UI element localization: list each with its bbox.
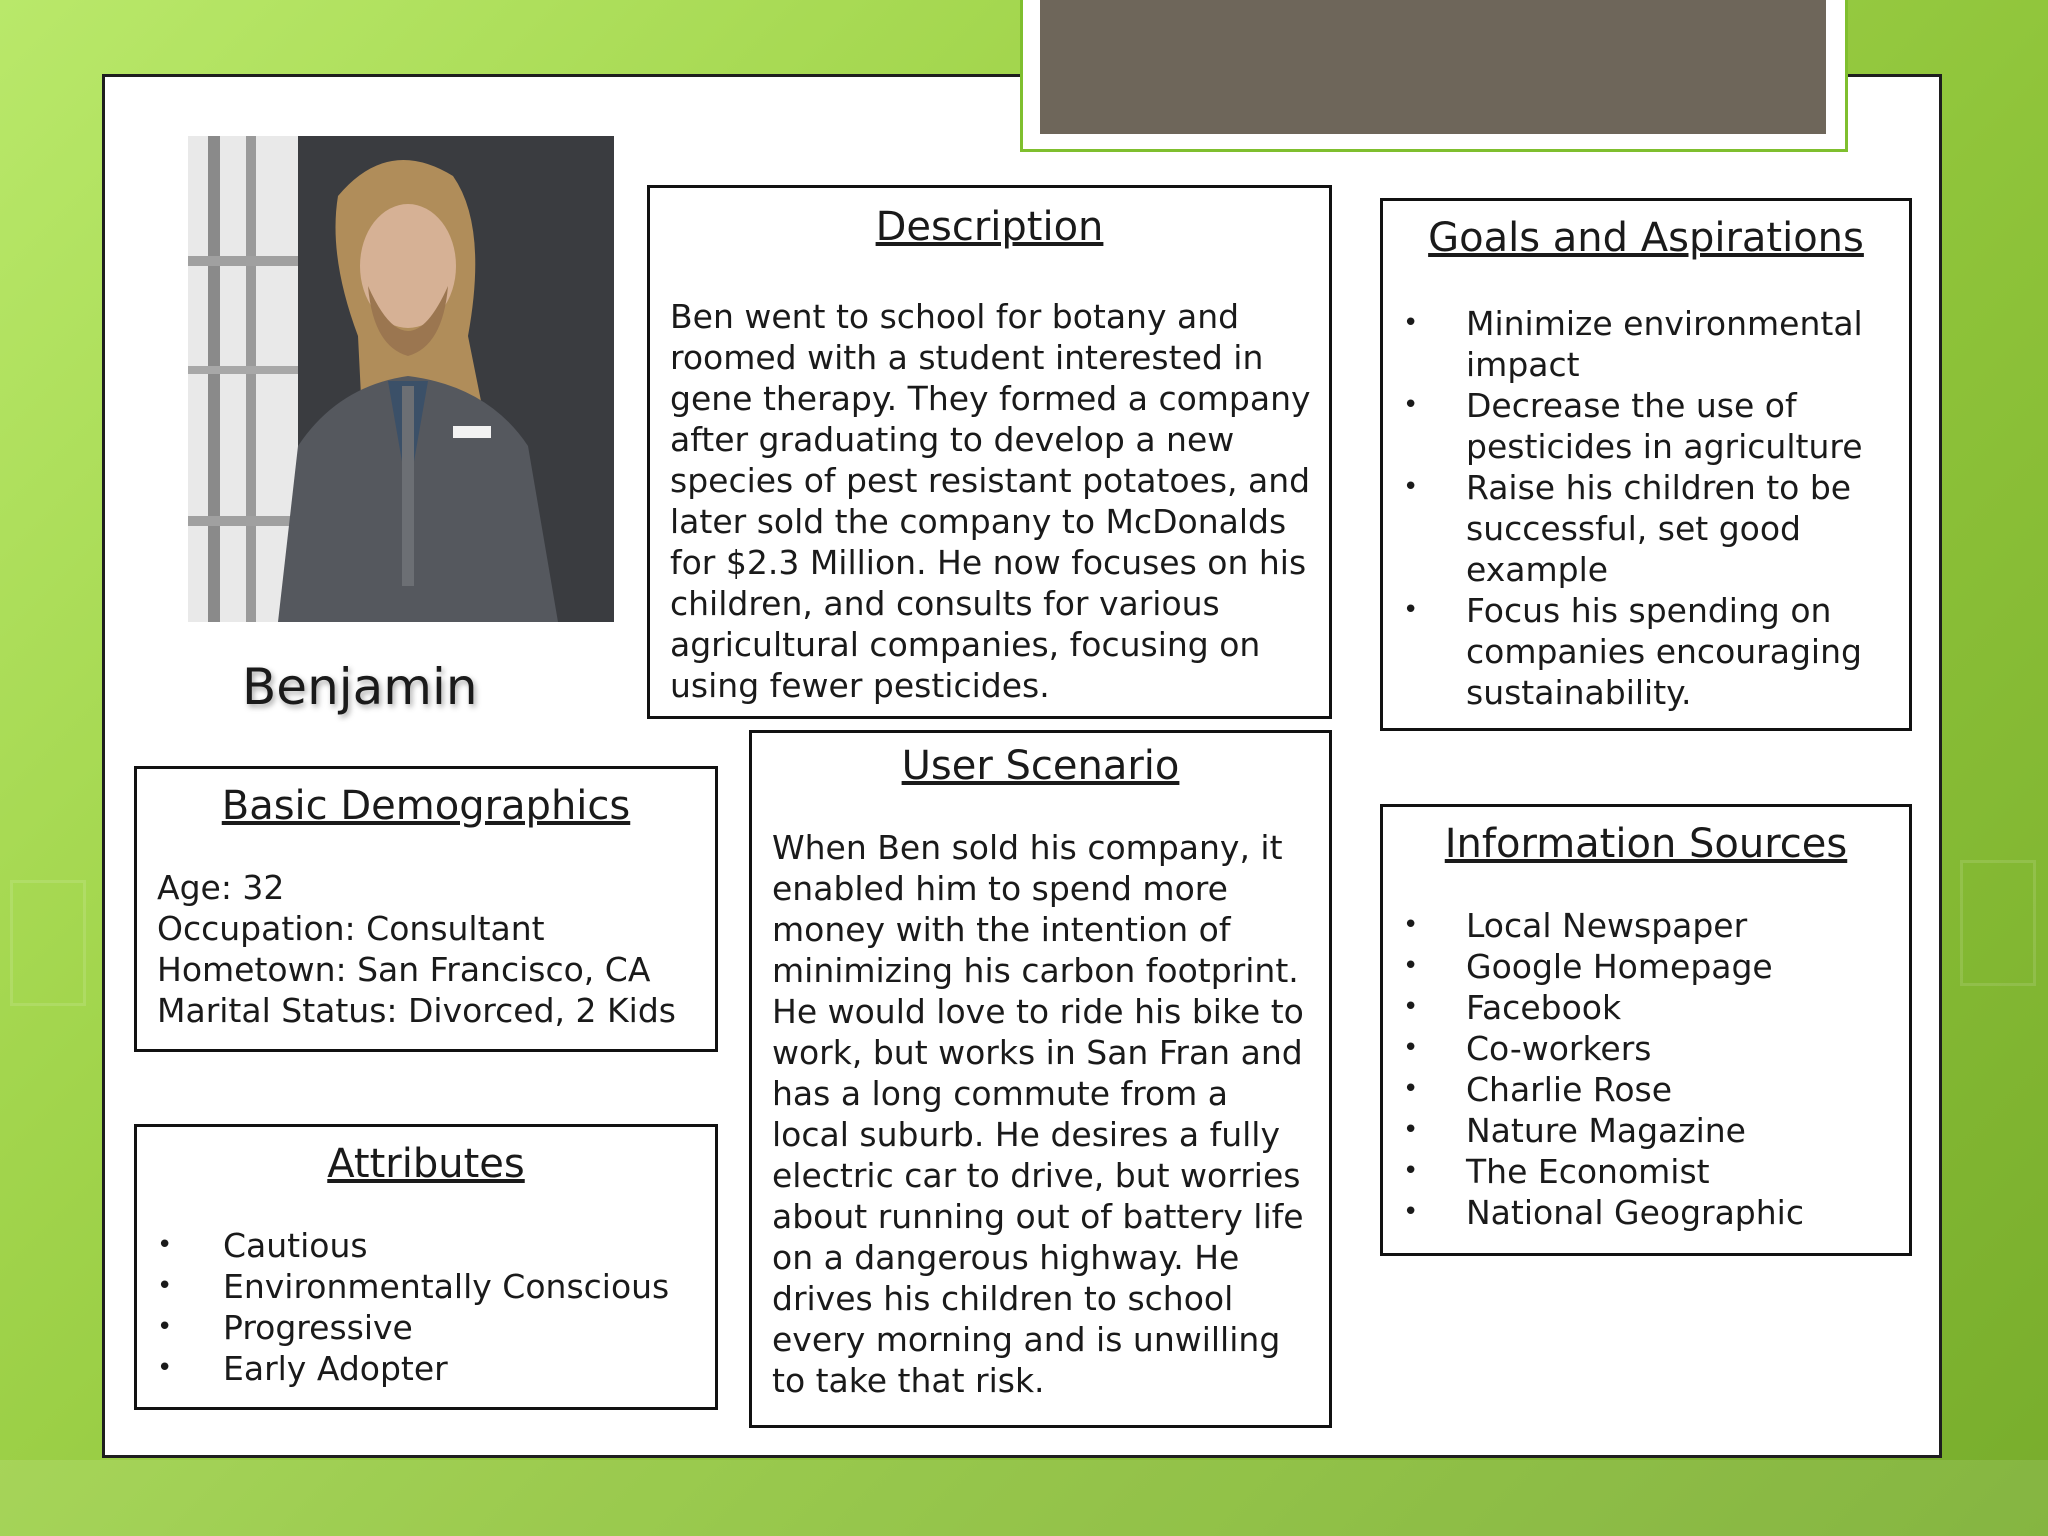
description-box [647, 185, 1332, 719]
bullet: • [1403, 595, 1419, 625]
demographic-line: Age: 32 [157, 868, 285, 907]
bullet: • [1403, 1033, 1419, 1063]
bullet: • [1403, 1115, 1419, 1145]
source-text: Facebook [1466, 988, 1622, 1027]
list-item [1383, 385, 1889, 467]
description-text: Ben went to school for botany and roomed with a student interested in gene therapy. They formed a company after graduating to develop a new species of pest resistant potatoes, and later sold the company to McDonalds for $2.3 Million. He now focuses on his children, and consults for various agricultural companies, focusing on using fewer pesticides. [670, 297, 1311, 705]
goals-title: Goals and Aspirations [1428, 215, 1864, 261]
goal-text: Decrease the use of pesticides in agriculture [1466, 386, 1863, 466]
persona-name: Benjamin [242, 658, 478, 716]
attributes-title: Attributes [327, 1141, 525, 1187]
attributes-box [134, 1124, 718, 1410]
list-item [1383, 1110, 1899, 1151]
source-text: Nature Magazine [1466, 1111, 1746, 1150]
bullet: • [157, 1353, 173, 1383]
source-text: Co-workers [1466, 1029, 1652, 1068]
attribute-text: Early Adopter [223, 1349, 448, 1388]
bullet: • [1403, 910, 1419, 940]
bullet: • [1403, 1197, 1419, 1227]
description-title: Description [875, 204, 1104, 250]
demographics-box [134, 766, 718, 1052]
bullet: • [1403, 308, 1419, 338]
background-stripe [0, 1460, 2048, 1536]
list-item [1383, 1069, 1899, 1110]
sources-box [1380, 804, 1912, 1256]
demographic-line: Marital Status: Divorced, 2 Kids [157, 991, 676, 1030]
bullet: • [157, 1312, 173, 1342]
goal-text: Raise his children to be successful, set good example [1466, 468, 1852, 589]
scenario-box [749, 730, 1332, 1428]
background-hexagon [1960, 860, 2036, 986]
demographic-line: Occupation: Consultant [157, 909, 545, 948]
demographics-title: Basic Demographics [221, 783, 631, 829]
bullet: • [1403, 1156, 1419, 1186]
list-item [1383, 905, 1899, 946]
list-item [1383, 1028, 1899, 1069]
bullet: • [1403, 390, 1419, 420]
attribute-text: Progressive [223, 1308, 413, 1347]
scenario-text: When Ben sold his company, it enabled him to spend more money with the intention of minimizing his carbon footprint. He would love to ride his bike to work, but works in San Fran and has a long commute from a local suburb. He desires a fully electric car to drive, but worries about running out of battery life on a dangerous highway. He drives his children to school every morning and is unwilling to take that risk. [772, 828, 1304, 1400]
list-item [1383, 987, 1899, 1028]
source-text: National Geographic [1466, 1193, 1804, 1232]
bullet: • [1403, 951, 1419, 981]
bullet: • [1403, 992, 1419, 1022]
list-item [1383, 946, 1899, 987]
source-text: Local Newspaper [1466, 906, 1748, 945]
bullet: • [1403, 472, 1419, 502]
source-text: The Economist [1466, 1152, 1710, 1191]
goals-list [1383, 303, 1889, 713]
list-item [137, 1225, 705, 1266]
sources-list [1383, 905, 1899, 1233]
bullet: • [157, 1230, 173, 1260]
attribute-text: Cautious [223, 1226, 368, 1265]
demographic-line: Hometown: San Francisco, CA [157, 950, 651, 989]
scenario-title: User Scenario [901, 743, 1180, 789]
list-item [137, 1307, 705, 1348]
background-hexagon [10, 880, 86, 1006]
title-placeholder [1040, 0, 1826, 134]
source-text: Google Homepage [1466, 947, 1773, 986]
demographics-lines [157, 867, 715, 1031]
attribute-text: Environmentally Conscious [223, 1267, 670, 1306]
list-item [1383, 590, 1889, 713]
person-photo-icon [188, 136, 614, 622]
goal-text: Minimize environmental impact [1466, 304, 1863, 384]
goal-text: Focus his spending on companies encouraging sustainability. [1466, 591, 1862, 712]
bullet: • [157, 1271, 173, 1301]
list-item [137, 1266, 705, 1307]
list-item [1383, 303, 1889, 385]
bullet: • [1403, 1074, 1419, 1104]
list-item [1383, 1192, 1899, 1233]
attributes-list [137, 1225, 705, 1389]
sources-title: Information Sources [1444, 821, 1848, 867]
list-item [1383, 1151, 1899, 1192]
goals-box [1380, 198, 1912, 731]
list-item [137, 1348, 705, 1389]
list-item [1383, 467, 1889, 590]
persona-photo [188, 136, 614, 622]
source-text: Charlie Rose [1466, 1070, 1673, 1109]
